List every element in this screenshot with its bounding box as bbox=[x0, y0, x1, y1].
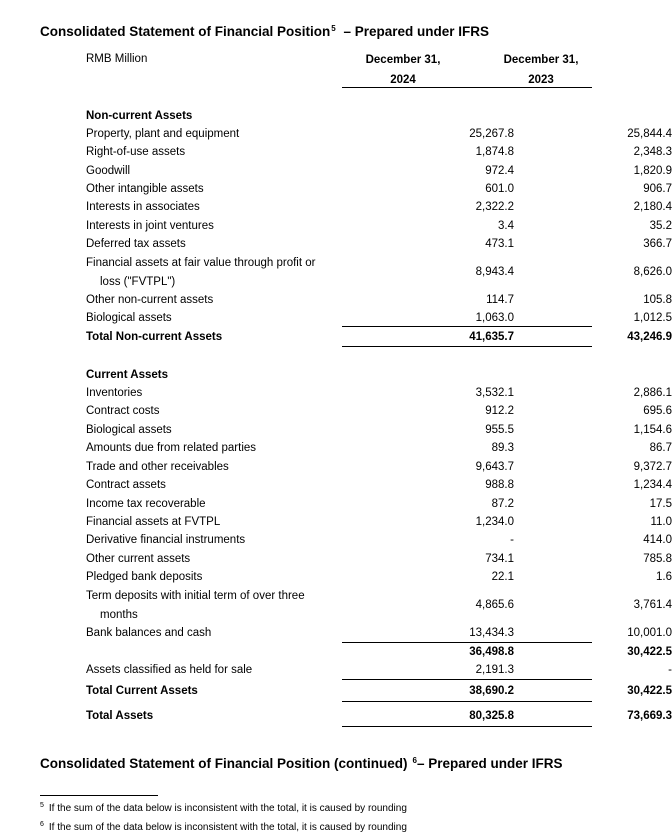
rule-current-total-top bbox=[342, 679, 592, 680]
footnote-rule bbox=[40, 795, 158, 796]
footnote-6: $^6$ If the sum of the data below is inconsistent with the total, it is caused by rounding bbox=[40, 820, 407, 833]
column-header-2024-line2: 2024 bbox=[390, 74, 416, 86]
column-header-2023-line2: 2023 bbox=[528, 74, 554, 86]
rule-non-current-total-bottom bbox=[342, 346, 592, 347]
continued-title-suffix: – Prepared under IFRS bbox=[416, 756, 563, 771]
footnote-ref-6[interactable]: 6 bbox=[412, 755, 417, 765]
column-header-2024 bbox=[328, 51, 478, 89]
footnote-ref-5[interactable]: 5 bbox=[331, 23, 336, 33]
statement-title bbox=[40, 24, 489, 39]
statement-title-text: Consolidated Statement of Financial Position bbox=[40, 24, 331, 39]
statement-title-suffix: – Prepared under IFRS bbox=[343, 24, 490, 39]
unit-label: RMB Million bbox=[86, 53, 148, 65]
header-rule bbox=[342, 87, 592, 88]
column-header-2024-line1: December 31, bbox=[365, 54, 441, 66]
continued-title bbox=[40, 756, 563, 771]
rule-current-total-bottom bbox=[342, 701, 592, 702]
rule-non-current-total-top bbox=[342, 326, 592, 327]
continued-title-text: Consolidated Statement of Financial Position (continued) bbox=[40, 756, 408, 771]
rule-total-assets-bottom bbox=[342, 726, 592, 727]
footnote-5: $^5$ If the sum of the data below is inconsistent with the total, it is caused by rounding bbox=[40, 801, 407, 814]
column-header-2023 bbox=[466, 51, 616, 89]
column-header-2023-line1: December 31, bbox=[503, 54, 579, 66]
